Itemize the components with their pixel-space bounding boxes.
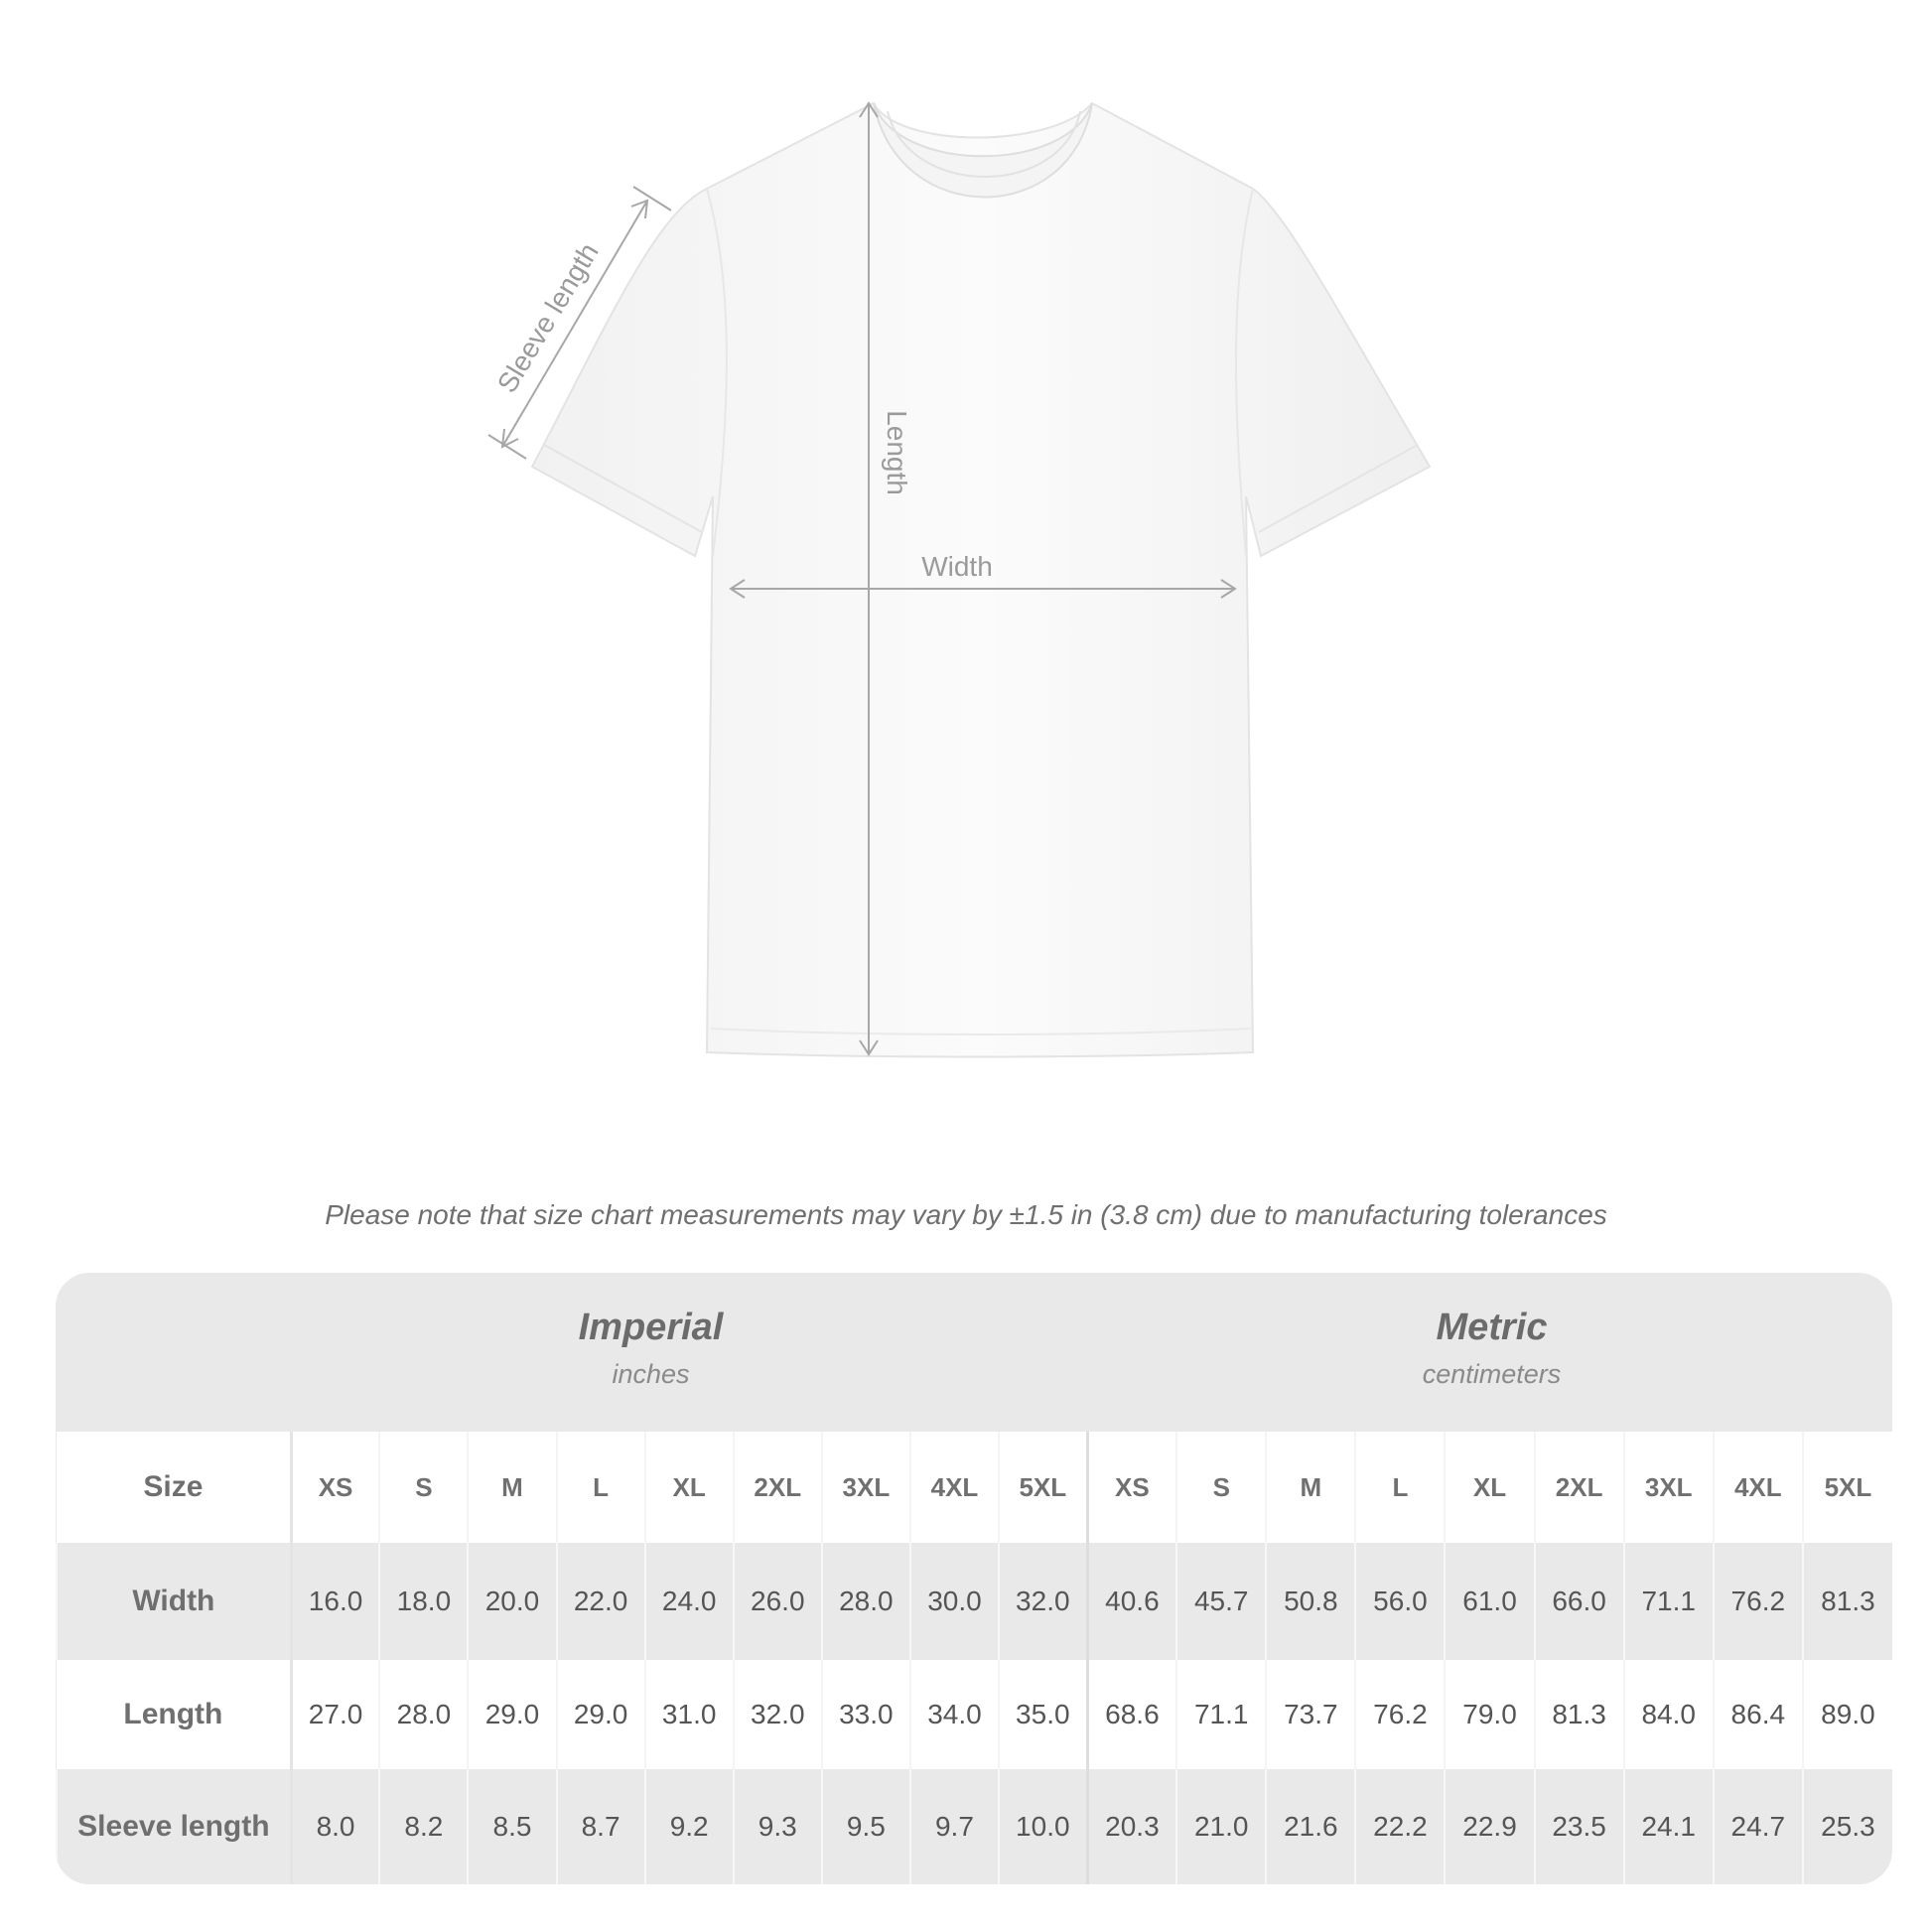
metric-length-cell: 84.0 bbox=[1624, 1660, 1714, 1769]
size-table bbox=[56, 1432, 1892, 1884]
imperial-size-m: M bbox=[468, 1432, 556, 1543]
metric-size-5xl: 5XL bbox=[1803, 1432, 1892, 1543]
imperial-title: Imperial bbox=[578, 1307, 724, 1348]
metric-width-cell: 50.8 bbox=[1266, 1543, 1355, 1660]
imperial-length-cell: 32.0 bbox=[734, 1660, 822, 1769]
metric-size-xl: XL bbox=[1445, 1432, 1534, 1543]
imperial-size-xs: XS bbox=[291, 1432, 379, 1543]
metric-width-cell: 76.2 bbox=[1714, 1543, 1803, 1660]
metric-sleeve-cell: 22.9 bbox=[1445, 1769, 1534, 1884]
imperial-width-cell: 18.0 bbox=[379, 1543, 468, 1660]
length-row bbox=[57, 1660, 1892, 1769]
imperial-size-xl: XL bbox=[645, 1432, 734, 1543]
imperial-length-cell: 35.0 bbox=[999, 1660, 1087, 1769]
metric-length-cell: 68.6 bbox=[1087, 1660, 1176, 1769]
imperial-sleeve-cell: 9.3 bbox=[734, 1769, 822, 1884]
imperial-sleeve-cell: 9.2 bbox=[645, 1769, 734, 1884]
imperial-length-cell: 31.0 bbox=[645, 1660, 734, 1769]
metric-size-m: M bbox=[1266, 1432, 1355, 1543]
imperial-sleeve-cell: 8.0 bbox=[291, 1769, 379, 1884]
metric-sleeve-cell: 21.0 bbox=[1176, 1769, 1266, 1884]
row-label-length: Length bbox=[57, 1660, 291, 1769]
imperial-width-cell: 32.0 bbox=[999, 1543, 1087, 1660]
metric-sleeve-cell: 21.6 bbox=[1266, 1769, 1355, 1884]
imperial-length-cell: 27.0 bbox=[291, 1660, 379, 1769]
metric-sleeve-cell: 20.3 bbox=[1087, 1769, 1176, 1884]
row-label-size: Size bbox=[57, 1432, 291, 1543]
imperial-width-cell: 24.0 bbox=[645, 1543, 734, 1660]
imperial-size-3xl: 3XL bbox=[822, 1432, 910, 1543]
metric-title: Metric bbox=[1436, 1307, 1548, 1348]
metric-size-4xl: 4XL bbox=[1714, 1432, 1803, 1543]
metric-length-cell: 79.0 bbox=[1445, 1660, 1534, 1769]
metric-header bbox=[1091, 1273, 1892, 1432]
metric-width-cell: 45.7 bbox=[1176, 1543, 1266, 1660]
row-label-sleeve-length: Sleeve length bbox=[57, 1769, 291, 1884]
imperial-width-cell: 16.0 bbox=[291, 1543, 379, 1660]
imperial-length-cell: 33.0 bbox=[822, 1660, 910, 1769]
imperial-width-cell: 28.0 bbox=[822, 1543, 910, 1660]
metric-sleeve-cell: 23.5 bbox=[1535, 1769, 1624, 1884]
imperial-size-4xl: 4XL bbox=[910, 1432, 999, 1543]
imperial-length-cell: 34.0 bbox=[910, 1660, 999, 1769]
imperial-header bbox=[290, 1273, 1012, 1432]
imperial-unit: inches bbox=[612, 1359, 690, 1389]
imperial-length-cell: 29.0 bbox=[557, 1660, 645, 1769]
tolerance-note: Please note that size chart measurements may vary by ±1.5 in (3.8 cm) due to manufacturing tolerances bbox=[325, 1199, 1607, 1230]
sleeve-length-label: Sleeve length bbox=[490, 237, 605, 398]
sleeve-length-row bbox=[57, 1769, 1892, 1884]
metric-length-cell: 76.2 bbox=[1355, 1660, 1445, 1769]
metric-size-3xl: 3XL bbox=[1624, 1432, 1714, 1543]
metric-width-cell: 56.0 bbox=[1355, 1543, 1445, 1660]
metric-sleeve-cell: 24.7 bbox=[1714, 1769, 1803, 1884]
imperial-sleeve-cell: 8.7 bbox=[557, 1769, 645, 1884]
metric-length-cell: 86.4 bbox=[1714, 1660, 1803, 1769]
width-label: Width bbox=[921, 551, 993, 582]
length-label: Length bbox=[882, 410, 912, 495]
metric-length-cell: 81.3 bbox=[1535, 1660, 1624, 1769]
size-row bbox=[57, 1432, 1892, 1543]
metric-width-cell: 61.0 bbox=[1445, 1543, 1534, 1660]
imperial-size-5xl: 5XL bbox=[999, 1432, 1087, 1543]
imperial-size-s: S bbox=[379, 1432, 468, 1543]
imperial-sleeve-cell: 9.5 bbox=[822, 1769, 910, 1884]
metric-width-cell: 81.3 bbox=[1803, 1543, 1892, 1660]
metric-length-cell: 73.7 bbox=[1266, 1660, 1355, 1769]
imperial-sleeve-cell: 8.5 bbox=[468, 1769, 556, 1884]
metric-width-cell: 71.1 bbox=[1624, 1543, 1714, 1660]
imperial-width-cell: 22.0 bbox=[557, 1543, 645, 1660]
imperial-length-cell: 29.0 bbox=[468, 1660, 556, 1769]
metric-length-cell: 71.1 bbox=[1176, 1660, 1266, 1769]
metric-sleeve-cell: 22.2 bbox=[1355, 1769, 1445, 1884]
metric-size-l: L bbox=[1355, 1432, 1445, 1543]
imperial-sleeve-cell: 9.7 bbox=[910, 1769, 999, 1884]
imperial-width-cell: 26.0 bbox=[734, 1543, 822, 1660]
metric-sleeve-cell: 24.1 bbox=[1624, 1769, 1714, 1884]
size-chart bbox=[56, 1273, 1892, 1884]
metric-unit: centimeters bbox=[1422, 1359, 1562, 1389]
metric-width-cell: 66.0 bbox=[1535, 1543, 1624, 1660]
imperial-sleeve-cell: 10.0 bbox=[999, 1769, 1087, 1884]
metric-size-xs: XS bbox=[1087, 1432, 1176, 1543]
metric-width-cell: 40.6 bbox=[1087, 1543, 1176, 1660]
imperial-width-cell: 20.0 bbox=[468, 1543, 556, 1660]
metric-size-2xl: 2XL bbox=[1535, 1432, 1624, 1543]
imperial-width-cell: 30.0 bbox=[910, 1543, 999, 1660]
metric-length-cell: 89.0 bbox=[1803, 1660, 1892, 1769]
imperial-sleeve-cell: 8.2 bbox=[379, 1769, 468, 1884]
metric-sleeve-cell: 25.3 bbox=[1803, 1769, 1892, 1884]
metric-size-s: S bbox=[1176, 1432, 1266, 1543]
imperial-length-cell: 28.0 bbox=[379, 1660, 468, 1769]
width-row bbox=[57, 1543, 1892, 1660]
imperial-size-2xl: 2XL bbox=[734, 1432, 822, 1543]
row-label-width: Width bbox=[57, 1543, 291, 1660]
imperial-size-l: L bbox=[557, 1432, 645, 1543]
